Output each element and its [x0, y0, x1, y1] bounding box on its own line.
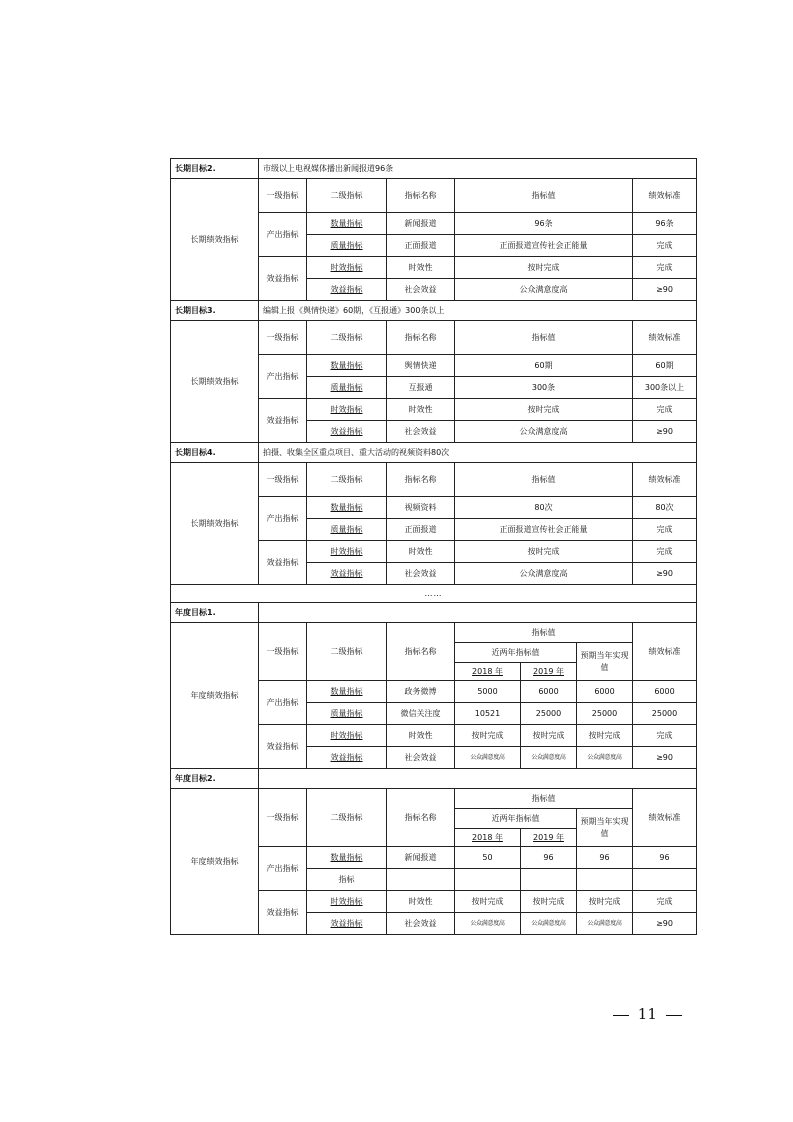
goal-text: 拍摄、收集全区重点项目、重大活动的视频资料80次	[259, 443, 697, 463]
goal-text	[259, 603, 697, 623]
header-name: 指标名称	[387, 463, 455, 497]
header-expected: 预期当年实现值	[577, 643, 633, 681]
level2-cell: 数量指标	[307, 355, 387, 377]
indicator-name-cell: 时效性	[387, 257, 455, 279]
indicator-value-cell: 按时完成	[455, 399, 633, 421]
standard-cell: 96	[633, 847, 697, 869]
goal-header-row	[171, 159, 697, 179]
level2-cell: 时效指标	[307, 725, 387, 747]
standard-cell: 300条以上	[633, 377, 697, 399]
standard-cell: ≥90	[633, 279, 697, 301]
value-cell: 按时完成	[577, 891, 633, 913]
header-level2: 二级指标	[307, 623, 387, 681]
standard-cell: 25000	[633, 703, 697, 725]
value-cell: 10521	[455, 703, 521, 725]
header-2018: 2018 年	[455, 663, 521, 681]
category-benefit: 效益指标	[259, 891, 307, 935]
level2-cell: 时效指标	[307, 541, 387, 563]
indicator-name-cell: 视频资料	[387, 497, 455, 519]
value-cell: 96	[577, 847, 633, 869]
standard-cell: ≥90	[633, 563, 697, 585]
level2-cell: 时效指标	[307, 399, 387, 421]
level2-cell: 质量指标	[307, 519, 387, 541]
header-name: 指标名称	[387, 179, 455, 213]
category-output: 产出指标	[259, 355, 307, 399]
section-label: 年度绩效指标	[171, 623, 259, 769]
header-value: 指标值	[455, 463, 633, 497]
indicator-name-cell: 正面报道	[387, 235, 455, 257]
value-cell	[521, 869, 577, 891]
standard-cell: ≥90	[633, 421, 697, 443]
indicator-name-cell: 社会效益	[387, 747, 455, 769]
value-cell: 6000	[521, 681, 577, 703]
level2-cell: 时效指标	[307, 891, 387, 913]
level2-cell: 效益指标	[307, 747, 387, 769]
standard-cell: 6000	[633, 681, 697, 703]
standard-cell: 60期	[633, 355, 697, 377]
header-name: 指标名称	[387, 789, 455, 847]
page-dash-right	[666, 1015, 682, 1016]
header-standard: 绩效标准	[633, 463, 697, 497]
standard-cell: 完成	[633, 235, 697, 257]
value-cell: 6000	[577, 681, 633, 703]
value-cell: 公众满意度高	[455, 913, 521, 935]
header-row	[171, 789, 697, 809]
header-row	[171, 321, 697, 355]
goal-label: 年度目标2.	[171, 769, 259, 789]
page-dash-left	[613, 1015, 629, 1016]
goal-label: 长期目标3.	[171, 301, 259, 321]
value-cell: 公众满意度高	[455, 747, 521, 769]
value-cell: 公众满意度高	[577, 747, 633, 769]
value-cell: 按时完成	[521, 891, 577, 913]
indicator-value-cell: 60期	[455, 355, 633, 377]
category-benefit: 效益指标	[259, 541, 307, 585]
value-cell: 公众满意度高	[521, 747, 577, 769]
standard-cell: ≥90	[633, 913, 697, 935]
indicator-value-cell: 按时完成	[455, 541, 633, 563]
indicator-value-cell: 正面报道宣传社会正能量	[455, 235, 633, 257]
indicator-value-cell: 80次	[455, 497, 633, 519]
header-2019: 2019 年	[521, 663, 577, 681]
ellipsis: ……	[171, 585, 697, 603]
header-level1: 一级指标	[259, 789, 307, 847]
header-value: 指标值	[455, 179, 633, 213]
level2-cell: 数量指标	[307, 497, 387, 519]
category-output: 产出指标	[259, 681, 307, 725]
level2-cell: 效益指标	[307, 913, 387, 935]
header-level2: 二级指标	[307, 463, 387, 497]
indicator-name-cell: 时效性	[387, 541, 455, 563]
header-2019: 2019 年	[521, 829, 577, 847]
standard-cell: 完成	[633, 399, 697, 421]
goal-header-row	[171, 301, 697, 321]
standard-cell: 完成	[633, 519, 697, 541]
standard-cell: 完成	[633, 541, 697, 563]
indicator-name-cell: 时效性	[387, 725, 455, 747]
header-level1: 一级指标	[259, 179, 307, 213]
value-cell: 25000	[577, 703, 633, 725]
indicator-name-cell: 社会效益	[387, 913, 455, 935]
section-label: 长期绩效指标	[171, 179, 259, 301]
header-standard: 绩效标准	[633, 179, 697, 213]
value-cell: 按时完成	[521, 725, 577, 747]
goal-text	[259, 769, 697, 789]
level2-cell: 数量指标	[307, 681, 387, 703]
indicator-name-cell: 正面报道	[387, 519, 455, 541]
value-cell: 公众满意度高	[577, 913, 633, 935]
goal-header-row	[171, 443, 697, 463]
standard-cell	[633, 869, 697, 891]
header-level2: 二级指标	[307, 321, 387, 355]
indicator-name-cell: 政务微博	[387, 681, 455, 703]
level2-cell: 时效指标	[307, 257, 387, 279]
header-row	[171, 179, 697, 213]
standard-cell: 80次	[633, 497, 697, 519]
standard-cell: 完成	[633, 891, 697, 913]
indicator-name-cell: 时效性	[387, 399, 455, 421]
value-cell	[577, 869, 633, 891]
header-value: 指标值	[455, 623, 633, 643]
value-cell: 按时完成	[455, 725, 521, 747]
category-output: 产出指标	[259, 213, 307, 257]
header-name: 指标名称	[387, 321, 455, 355]
indicator-value-cell: 公众满意度高	[455, 421, 633, 443]
indicator-name-cell: 社会效益	[387, 279, 455, 301]
goal-header-row	[171, 769, 697, 789]
header-standard: 绩效标准	[633, 623, 697, 681]
header-row	[171, 463, 697, 497]
header-value: 指标值	[455, 321, 633, 355]
ellipsis-row	[171, 585, 697, 603]
category-output: 产出指标	[259, 497, 307, 541]
indicator-name-cell: 微信关注度	[387, 703, 455, 725]
header-row	[171, 623, 697, 643]
header-standard: 绩效标准	[633, 321, 697, 355]
header-standard: 绩效标准	[633, 789, 697, 847]
indicator-name-cell: 社会效益	[387, 421, 455, 443]
header-level1: 一级指标	[259, 321, 307, 355]
section-label: 长期绩效指标	[171, 321, 259, 443]
goal-text: 编辑上报《舆情快递》60期，《互报通》300条以上	[259, 301, 697, 321]
page-number	[609, 1005, 686, 1023]
goal-text: 市级以上电视媒体播出新闻报道96条	[259, 159, 697, 179]
header-level2: 二级指标	[307, 789, 387, 847]
level2-cell: 质量指标	[307, 235, 387, 257]
header-recent: 近两年指标值	[455, 809, 577, 829]
performance-table	[170, 158, 697, 935]
value-cell: 96	[521, 847, 577, 869]
category-benefit: 效益指标	[259, 257, 307, 301]
level2-cell: 效益指标	[307, 421, 387, 443]
section-label: 年度绩效指标	[171, 789, 259, 935]
value-cell: 50	[455, 847, 521, 869]
goal-header-row	[171, 603, 697, 623]
indicator-value-cell: 公众满意度高	[455, 279, 633, 301]
level2-cell: 指标	[307, 869, 387, 891]
level2-cell: 效益指标	[307, 279, 387, 301]
indicator-name-cell: 互报通	[387, 377, 455, 399]
header-expected: 预期当年实现值	[577, 809, 633, 847]
value-cell: 按时完成	[455, 891, 521, 913]
level2-cell: 效益指标	[307, 563, 387, 585]
header-name: 指标名称	[387, 623, 455, 681]
indicator-value-cell: 正面报道宣传社会正能量	[455, 519, 633, 541]
value-cell: 公众满意度高	[521, 913, 577, 935]
indicator-value-cell: 96条	[455, 213, 633, 235]
header-level1: 一级指标	[259, 463, 307, 497]
indicator-name-cell	[387, 869, 455, 891]
section-label: 长期绩效指标	[171, 463, 259, 585]
value-cell: 25000	[521, 703, 577, 725]
page-number-value: 11	[637, 1005, 657, 1023]
goal-label: 年度目标1.	[171, 603, 259, 623]
header-value: 指标值	[455, 789, 633, 809]
indicator-name-cell: 新闻报道	[387, 213, 455, 235]
standard-cell: 96条	[633, 213, 697, 235]
indicator-value-cell: 按时完成	[455, 257, 633, 279]
header-level2: 二级指标	[307, 179, 387, 213]
indicator-name-cell: 时效性	[387, 891, 455, 913]
header-recent: 近两年指标值	[455, 643, 577, 663]
level2-cell: 数量指标	[307, 213, 387, 235]
indicator-name-cell: 新闻报道	[387, 847, 455, 869]
category-benefit: 效益指标	[259, 725, 307, 769]
indicator-value-cell: 300条	[455, 377, 633, 399]
header-2018: 2018 年	[455, 829, 521, 847]
goal-label: 长期目标2.	[171, 159, 259, 179]
goal-label: 长期目标4.	[171, 443, 259, 463]
indicator-name-cell: 舆情快递	[387, 355, 455, 377]
standard-cell: ≥90	[633, 747, 697, 769]
category-output: 产出指标	[259, 847, 307, 891]
value-cell: 按时完成	[577, 725, 633, 747]
category-benefit: 效益指标	[259, 399, 307, 443]
header-level1: 一级指标	[259, 623, 307, 681]
value-cell: 5000	[455, 681, 521, 703]
level2-cell: 质量指标	[307, 703, 387, 725]
value-cell	[455, 869, 521, 891]
standard-cell: 完成	[633, 725, 697, 747]
indicator-name-cell: 社会效益	[387, 563, 455, 585]
level2-cell: 质量指标	[307, 377, 387, 399]
level2-cell: 数量指标	[307, 847, 387, 869]
indicator-value-cell: 公众满意度高	[455, 563, 633, 585]
standard-cell: 完成	[633, 257, 697, 279]
